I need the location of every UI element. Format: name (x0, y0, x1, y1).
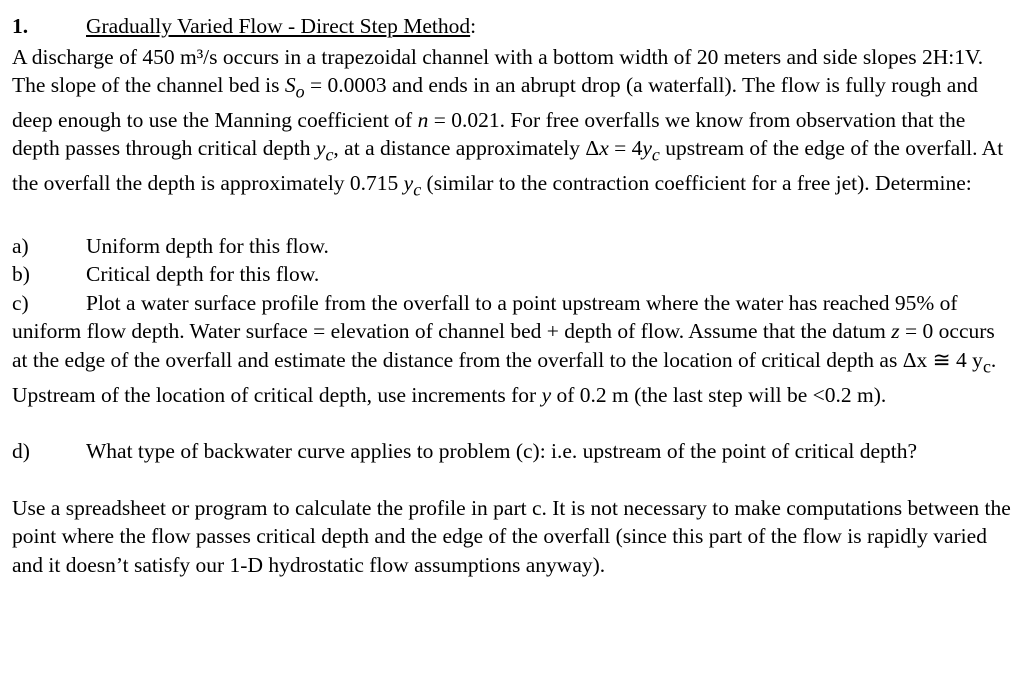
question-d-label: d) (12, 439, 30, 464)
problem-document (12, 12, 1012, 579)
problem-heading (12, 12, 1012, 41)
question-c-label: c) (12, 290, 29, 315)
question-b (12, 260, 1012, 289)
title-colon: : (470, 14, 477, 38)
question-a-text: Uniform depth for this flow. (86, 233, 329, 258)
question-b-label: b) (12, 262, 30, 287)
problem-number: 1. (12, 14, 29, 38)
problem-title: Gradually Varied Flow - Direct Step Method (86, 14, 471, 38)
question-d-text: What type of backwater curve applies to problem (c): i.e. upstream of the point of critical depth? (86, 439, 918, 464)
closing-instructions: Use a spreadsheet or program to calculate the profile in part c. It is not necessary to make computations between the point where the flow passes critical depth and the edge of the overfall (since this part of the flow is rapidly varied and it doesn’t satisfy our 1-D hydrostatic flow assumptions anyway). (12, 495, 1011, 577)
question-b-text: Critical depth for this flow. (86, 262, 320, 287)
question-a (12, 232, 1012, 261)
problem-statement: A discharge of 450 m³/s occurs in a trapezoidal channel with a bottom width of 20 meters and side slopes 2H:1V. The slope of the channel bed is $S_o = 0.0003$ and ends in an abrupt drop (a waterfall). The flow is fully rough and deep enough to use the Manning coefficient of n = 0.021. For free overfalls we know from observation that the depth passes through critical depth $y_c$, at a distance approximately $\Delta x = 4y_c$ upstream of the edge of the overfall. At the overfall the depth is approximately 0.715 $y_c$ (similar to the contraction coefficient for a free jet). Determine: (12, 44, 1004, 200)
question-a-label: a) (12, 233, 29, 258)
question-c: c) Plot a water surface profile from the overfall to a point upstream where the water has reached 95% of uniform flow depth. Water surface = elevation of channel bed + depth of flow. Assume that the datum z = 0 occurs at the edge of the overfall and estimate the distance from the overfall to the location of critical depth as Δx ≅ 4 $y_c$. Upstream of the location of critical depth, use increments for y of 0.2 m (the last step will be <0.2 m). (12, 290, 997, 407)
question-d (12, 437, 1012, 466)
